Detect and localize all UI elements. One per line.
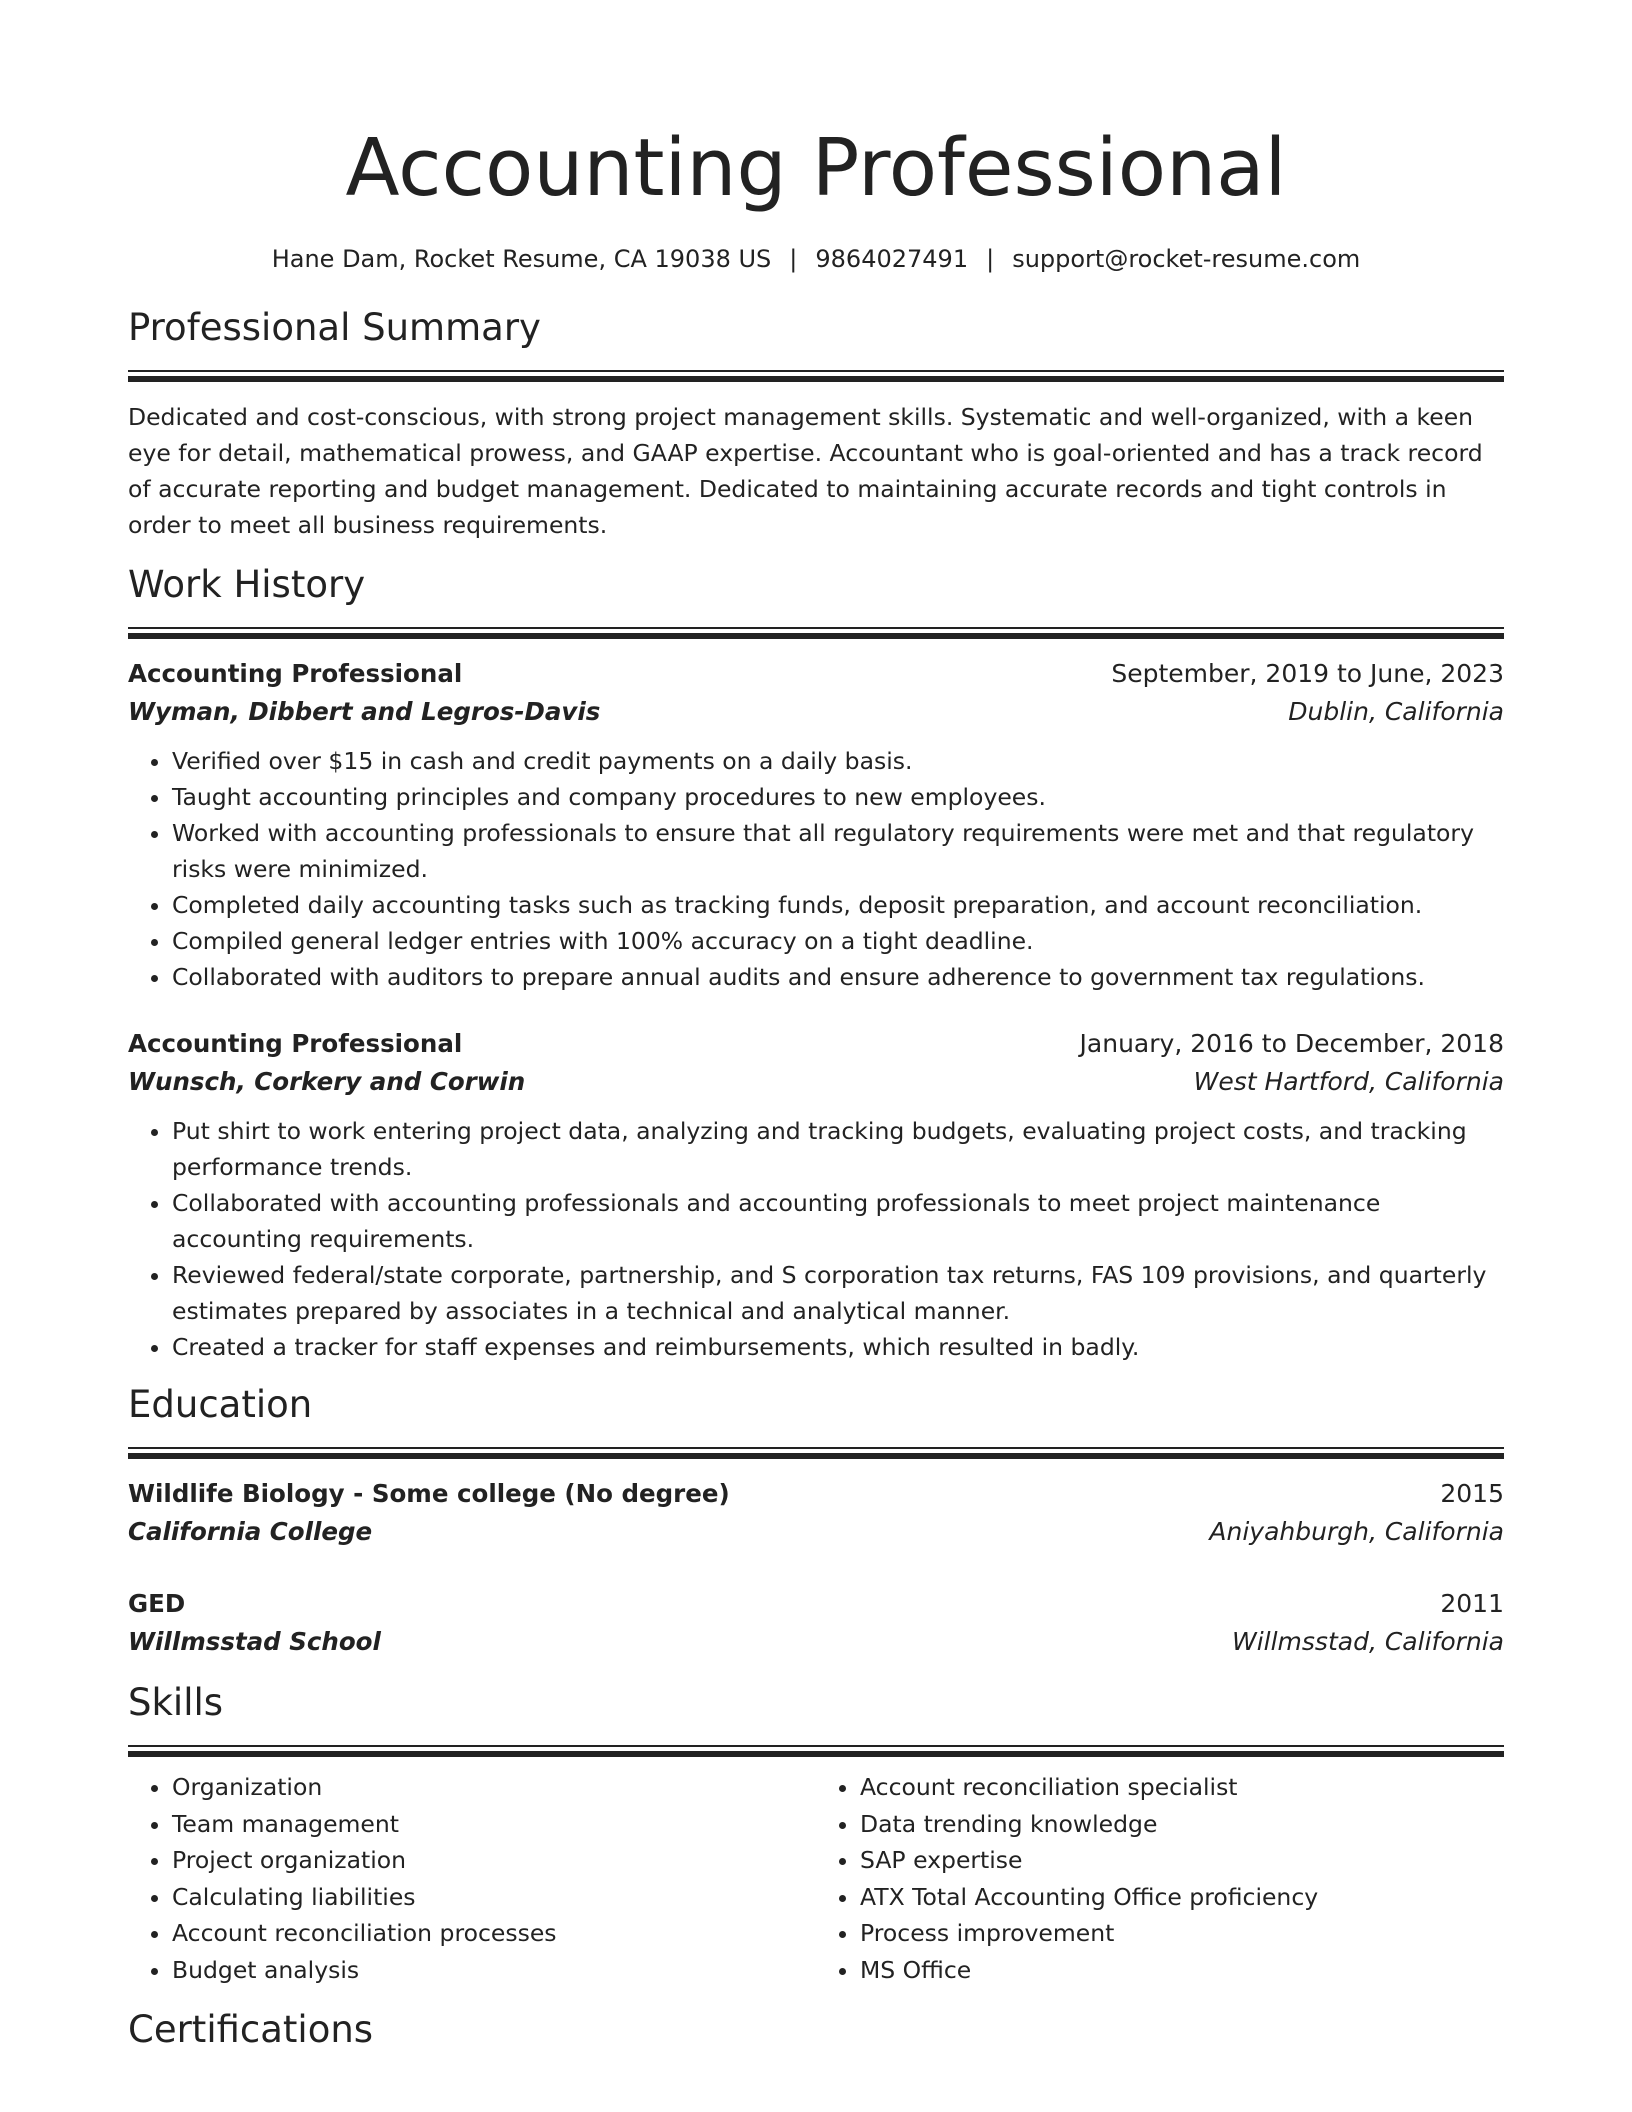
job-company: Wunsch, Corkery and Corwin [128, 1067, 526, 1096]
list-item: • Reviewed federal/state corporate, partnership, and S corporation tax returns, FAS 109 provisions, and quarterly estimates prepared by associates in a technical and analytical manner. [172, 1257, 1504, 1329]
education-entry [128, 1585, 1504, 1661]
list-item: • Completed daily accounting tasks such as tracking funds, deposit preparation, and account reconciliation. [172, 887, 1504, 923]
job-title: Accounting Professional [128, 1029, 463, 1058]
list-item: • Created a tracker for staff expenses and reimbursements, which resulted in badly. [172, 1329, 1504, 1365]
list-item: • Organization [172, 1769, 816, 1806]
education-location: Willmsstad, California [1232, 1627, 1504, 1656]
contact-separator: | [789, 245, 798, 273]
contact-address: Hane Dam, Rocket Resume, CA 19038 US [271, 245, 772, 273]
list-item: • Worked with accounting professionals to ensure that all regulatory requirements were met and that regulatory risks were minimized. [172, 815, 1504, 887]
list-item: • ATX Total Accounting Office proficiency [860, 1879, 1504, 1916]
list-item: • MS Office [860, 1952, 1504, 1989]
section-title-skills: Skills [128, 1681, 224, 1724]
section-title-work: Work History [128, 563, 366, 606]
section-divider [128, 1745, 1504, 1747]
section-divider [128, 1453, 1504, 1459]
skills-list-left [128, 1769, 816, 1988]
contact-phone: 9864027491 [815, 245, 969, 273]
list-item: • Account reconciliation specialist [860, 1769, 1504, 1806]
certifications-section [128, 2008, 1504, 2052]
list-item: • SAP expertise [860, 1842, 1504, 1879]
education-school: Willmsstad School [128, 1627, 381, 1656]
list-item: • Account reconciliation processes [172, 1915, 816, 1952]
skills-list-right [816, 1769, 1504, 1988]
section-divider [128, 1447, 1504, 1449]
list-item: • Put shirt to work entering project data, analyzing and tracking budgets, evaluating project costs, and tracking performance trends. [172, 1113, 1504, 1185]
section-divider [128, 370, 1504, 372]
job-dates: September, 2019 to June, 2023 [1111, 659, 1504, 688]
summary-section [128, 306, 1504, 543]
contact-separator: | [986, 245, 995, 273]
list-item: • Collaborated with auditors to prepare annual audits and ensure adherence to government tax regulations. [172, 959, 1504, 995]
resume-name: Accounting Professional [345, 122, 1287, 214]
education-year: 2011 [1440, 1589, 1504, 1618]
section-divider [128, 1751, 1504, 1757]
skills-section [128, 1681, 1504, 1988]
section-divider [128, 376, 1504, 382]
job-location: West Hartford, California [1193, 1067, 1504, 1096]
list-item: • Taught accounting principles and company procedures to new employees. [172, 779, 1504, 815]
contact-email: support@rocket-resume.com [1012, 245, 1361, 273]
job-entry [128, 655, 1504, 995]
job-location: Dublin, California [1288, 697, 1504, 726]
education-degree: GED [128, 1589, 186, 1618]
job-bullets [128, 1113, 1504, 1365]
job-entry [128, 1025, 1504, 1365]
work-section [128, 563, 1504, 1365]
list-item: • Data trending knowledge [860, 1806, 1504, 1843]
education-section [128, 1383, 1504, 1661]
skills-columns [128, 1769, 1504, 1988]
education-entry [128, 1475, 1504, 1551]
list-item: • Calculating liabilities [172, 1879, 816, 1916]
resume-page [128, 0, 1504, 2052]
list-item: • Compiled general ledger entries with 100% accuracy on a tight deadline. [172, 923, 1504, 959]
education-school: California College [128, 1517, 373, 1546]
list-item: • Collaborated with accounting professionals and accounting professionals to meet project maintenance accounting requirements. [172, 1185, 1504, 1257]
section-title-education: Education [128, 1383, 313, 1426]
education-location: Aniyahburgh, California [1209, 1517, 1504, 1546]
list-item: • Project organization [172, 1842, 816, 1879]
section-divider [128, 633, 1504, 639]
section-title-summary: Professional Summary [128, 306, 541, 349]
education-degree: Wildlife Biology - Some college (No degree) [128, 1479, 730, 1508]
list-item: • Process improvement [860, 1915, 1504, 1952]
contact-line [128, 242, 1504, 276]
section-title-certifications: Certifications [128, 2008, 374, 2051]
section-divider [128, 627, 1504, 629]
job-title: Accounting Professional [128, 659, 463, 688]
job-dates: January, 2016 to December, 2018 [1079, 1029, 1504, 1058]
job-bullets [128, 743, 1504, 995]
job-company: Wyman, Dibbert and Legros-Davis [128, 697, 601, 726]
list-item: • Verified over $15 in cash and credit payments on a daily basis. [172, 743, 1504, 779]
list-item: • Budget analysis [172, 1952, 816, 1989]
education-year: 2015 [1440, 1479, 1504, 1508]
summary-text: Dedicated and cost-conscious, with strong project management skills. Systematic and well-organized, with a keen eye for detail, mathematical prowess, and GAAP expertise. Accountant who is goal-oriented and has a track record of accurate reporting and budget management. Dedicated to maintaining accurate records and tight controls in order to meet all business requirements. [128, 403, 1483, 539]
list-item: • Team management [172, 1806, 816, 1843]
